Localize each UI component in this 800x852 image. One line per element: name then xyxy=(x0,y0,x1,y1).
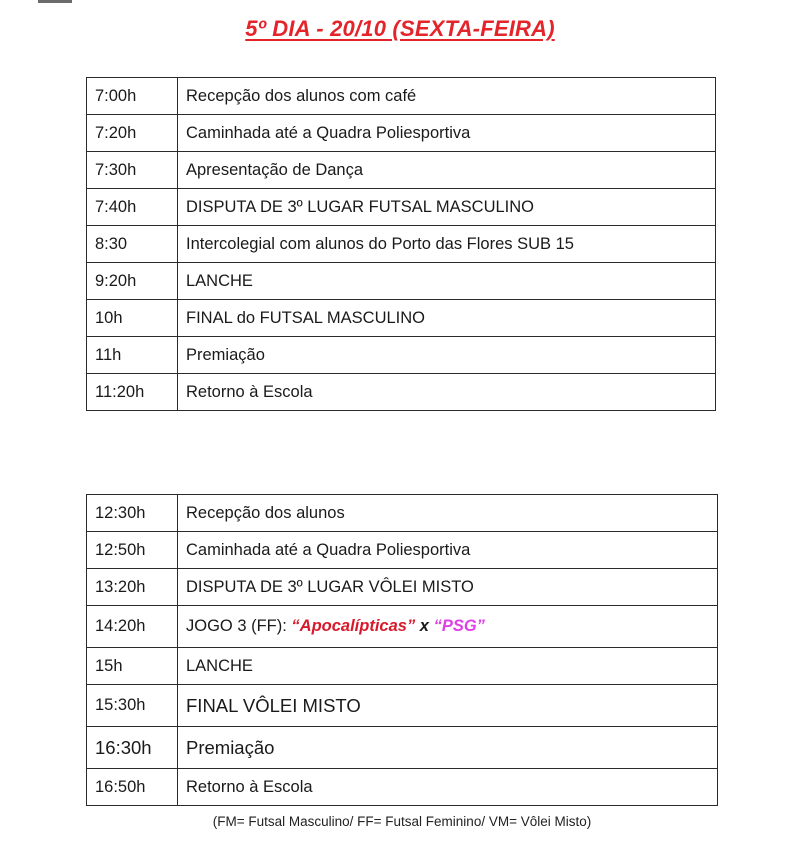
team-b-name: “PSG” xyxy=(433,617,485,635)
activity-cell: LANCHE xyxy=(178,648,718,685)
table-row xyxy=(87,685,718,727)
table-row xyxy=(87,569,718,606)
time-cell: 9:20h xyxy=(87,263,178,300)
time-cell: 7:30h xyxy=(87,152,178,189)
activity-cell: DISPUTA DE 3º LUGAR FUTSAL MASCULINO xyxy=(178,189,716,226)
versus-label: x xyxy=(415,617,434,635)
activity-cell: Apresentação de Dança xyxy=(178,152,716,189)
morning-schedule-table xyxy=(86,77,716,411)
time-cell: 7:40h xyxy=(87,189,178,226)
table-row xyxy=(87,115,716,152)
table-row xyxy=(87,300,716,337)
activity-cell: Recepção dos alunos com café xyxy=(178,78,716,115)
table-row xyxy=(87,152,716,189)
time-cell: 16:50h xyxy=(87,769,178,806)
table-row xyxy=(87,606,718,648)
activity-cell: Retorno à Escola xyxy=(178,769,718,806)
time-cell: 13:20h xyxy=(87,569,178,606)
table-row xyxy=(87,769,718,806)
activity-cell: DISPUTA DE 3º LUGAR VÔLEI MISTO xyxy=(178,569,718,606)
time-cell: 12:30h xyxy=(87,495,178,532)
time-cell: 7:20h xyxy=(87,115,178,152)
activity-cell: FINAL VÔLEI MISTO xyxy=(178,685,718,727)
table-row xyxy=(87,263,716,300)
activity-cell: Intercolegial com alunos do Porto das Flores SUB 15 xyxy=(178,226,716,263)
page-title: 5º DIA - 20/10 (SEXTA-FEIRA) xyxy=(245,16,555,41)
time-cell: 11:20h xyxy=(87,374,178,411)
time-cell: 12:50h xyxy=(87,532,178,569)
time-cell: 15h xyxy=(87,648,178,685)
table-row xyxy=(87,727,718,769)
time-cell: 11h xyxy=(87,337,178,374)
table-row xyxy=(87,374,716,411)
time-cell: 7:00h xyxy=(87,78,178,115)
table-row xyxy=(87,532,718,569)
time-cell: 15:30h xyxy=(87,685,178,727)
time-cell: 16:30h xyxy=(87,727,178,769)
game-label: JOGO 3 (FF): xyxy=(186,617,292,635)
footnote: (FM= Futsal Masculino/ FF= Futsal Feminino/ VM= Vôlei Misto) xyxy=(212,814,592,829)
activity-cell xyxy=(178,606,718,648)
team-a-name: “Apocalípticas” xyxy=(291,617,416,635)
table-row xyxy=(87,226,716,263)
table-row xyxy=(87,495,718,532)
table-row xyxy=(87,189,716,226)
time-cell: 10h xyxy=(87,300,178,337)
activity-cell: Caminhada até a Quadra Poliesportiva xyxy=(178,115,716,152)
activity-cell: Caminhada até a Quadra Poliesportiva xyxy=(178,532,718,569)
table-row xyxy=(87,78,716,115)
time-cell: 8:30 xyxy=(87,226,178,263)
table-row xyxy=(87,337,716,374)
activity-cell: Premiação xyxy=(178,727,718,769)
afternoon-schedule-table xyxy=(86,494,718,806)
time-cell: 14:20h xyxy=(87,606,178,648)
corner-mark xyxy=(38,0,72,3)
activity-cell: Recepção dos alunos xyxy=(178,495,718,532)
activity-cell: Retorno à Escola xyxy=(178,374,716,411)
activity-cell: FINAL do FUTSAL MASCULINO xyxy=(178,300,716,337)
table-row xyxy=(87,648,718,685)
activity-cell: Premiação xyxy=(178,337,716,374)
activity-cell: LANCHE xyxy=(178,263,716,300)
